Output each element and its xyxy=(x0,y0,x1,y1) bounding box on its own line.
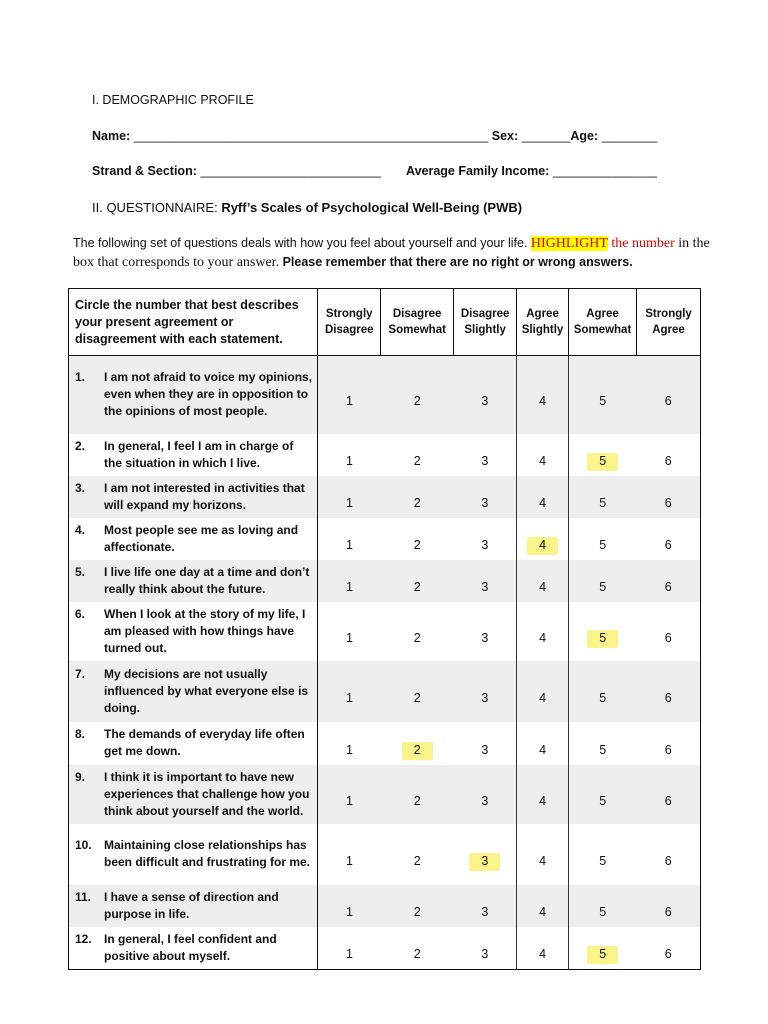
option-cell[interactable] xyxy=(517,661,569,722)
selected-answer-highlight[interactable] xyxy=(481,854,488,868)
instructions-part2: in the box that corresponds to your answer. xyxy=(73,236,710,270)
option-cell[interactable] xyxy=(381,765,454,824)
scale-number: 2 xyxy=(413,690,421,705)
scale-number: 6 xyxy=(664,905,672,919)
scale-number: 1 xyxy=(346,947,353,962)
scale-number: 2 xyxy=(413,454,421,468)
item-statement: Most people see me as loving and affectionate. xyxy=(104,522,299,554)
option-cell[interactable] xyxy=(318,434,381,476)
scale-number: 1 xyxy=(346,454,353,468)
questionnaire-prefix: II. QUESTIONNAIRE: xyxy=(92,200,218,215)
scale-number: 4 xyxy=(539,538,547,552)
scale-option[interactable] xyxy=(599,794,606,808)
scale-option[interactable] xyxy=(414,947,421,961)
table-row xyxy=(69,765,701,824)
scale-option[interactable] xyxy=(481,454,488,468)
scale-number: 3 xyxy=(481,580,489,594)
instructions-part1: The following set of questions deals with how you feel about yourself and your life. xyxy=(73,236,528,250)
scale-option[interactable] xyxy=(346,394,353,408)
option-cell[interactable] xyxy=(637,765,701,824)
scale-number: 2 xyxy=(413,496,421,510)
statement-cell xyxy=(69,885,318,927)
scale-number: 3 xyxy=(481,690,489,705)
scale-option[interactable] xyxy=(539,394,546,408)
demographic-heading: I. DEMOGRAPHIC PROFILE xyxy=(92,93,254,107)
scale-option[interactable] xyxy=(481,947,488,961)
selected-answer-highlight[interactable] xyxy=(414,743,421,757)
scale-number: 6 xyxy=(664,580,672,594)
scale-option[interactable] xyxy=(346,947,353,961)
scale-option[interactable] xyxy=(539,794,546,808)
scale-number: 4 xyxy=(539,630,547,645)
scale-option[interactable] xyxy=(346,496,353,510)
option-cell[interactable] xyxy=(569,765,637,824)
scale-option[interactable] xyxy=(346,631,353,645)
item-number: 10. xyxy=(75,838,92,852)
option-cell[interactable] xyxy=(318,885,381,927)
item-statement: I am not afraid to voice my opinions, even when they are in opposition to the opinions of most people. xyxy=(104,370,313,419)
scale-option[interactable] xyxy=(539,743,546,757)
questionnaire-title xyxy=(92,200,522,215)
scale-number: 6 xyxy=(664,690,672,705)
pwb-table xyxy=(68,288,701,970)
option-cell[interactable] xyxy=(569,356,637,434)
option-cell[interactable] xyxy=(381,476,454,518)
scale-number: 4 xyxy=(539,580,547,594)
option-cell[interactable] xyxy=(637,356,701,434)
table-row xyxy=(69,661,701,722)
scale-option[interactable] xyxy=(414,631,421,645)
scale-number: 1 xyxy=(346,742,353,757)
scale-option[interactable] xyxy=(665,580,672,594)
option-cell[interactable] xyxy=(318,356,381,434)
income-label: Average Family Income: xyxy=(406,164,550,178)
option-cell[interactable] xyxy=(381,434,454,476)
scale-number: 1 xyxy=(346,538,353,552)
scale-number: 2 xyxy=(413,394,421,409)
item-number: 11. xyxy=(75,889,92,904)
scale-number: 4 xyxy=(539,905,547,919)
item-statement: The demands of everyday life often get me down. xyxy=(104,727,305,758)
statement-header: Circle the number that best describes your present agreement or disagreement with each statement. xyxy=(69,289,318,356)
scale-number: 5 xyxy=(599,742,607,757)
scale-number: 6 xyxy=(664,947,672,962)
instructions-red-text: the number xyxy=(611,236,675,251)
scale-option[interactable] xyxy=(414,394,421,408)
selected-answer-highlight[interactable] xyxy=(665,794,672,808)
item-number: 9. xyxy=(75,769,86,784)
option-cell[interactable] xyxy=(454,434,517,476)
scale-number: 4 xyxy=(539,496,547,510)
option-cell[interactable] xyxy=(381,927,454,970)
scale-number: 4 xyxy=(539,947,547,962)
option-cell[interactable] xyxy=(569,476,637,518)
item-statement: I have a sense of direction and purpose in life. xyxy=(104,889,279,921)
scale-option[interactable] xyxy=(665,743,672,757)
option-cell[interactable] xyxy=(381,518,454,560)
option-cell[interactable] xyxy=(381,722,454,765)
option-cell[interactable] xyxy=(637,824,701,885)
scale-option[interactable] xyxy=(539,631,546,645)
scale-option[interactable] xyxy=(414,538,421,552)
option-cell[interactable] xyxy=(569,722,637,765)
option-cell[interactable] xyxy=(454,885,517,927)
option-cell[interactable] xyxy=(637,476,701,518)
option-header: Strongly Agree xyxy=(637,289,701,356)
instructions xyxy=(73,234,713,272)
option-header: Strongly Disagree xyxy=(318,289,381,356)
option-cell[interactable] xyxy=(517,476,569,518)
scale-option[interactable] xyxy=(414,794,421,808)
option-cell[interactable] xyxy=(517,885,569,927)
item-number: 7. xyxy=(75,666,86,681)
scale-option[interactable] xyxy=(481,905,488,919)
strand-label: Strand & Section: xyxy=(92,164,197,178)
table-row xyxy=(69,824,701,885)
item-statement: When I look at the story of my life, I am pleased with how things have turned out. xyxy=(104,606,306,655)
scale-option[interactable] xyxy=(539,454,546,468)
option-cell[interactable] xyxy=(569,518,637,560)
scale-option[interactable] xyxy=(539,905,546,919)
scale-number: 5 xyxy=(599,394,607,409)
option-cell[interactable] xyxy=(517,765,569,824)
table-row xyxy=(69,476,701,518)
option-cell[interactable] xyxy=(454,560,517,602)
option-cell[interactable] xyxy=(637,661,701,722)
item-number: 4. xyxy=(75,522,86,537)
scale-number: 5 xyxy=(599,630,607,645)
scale-option[interactable] xyxy=(599,538,606,552)
option-cell[interactable] xyxy=(517,927,569,970)
scale-option[interactable] xyxy=(599,854,606,868)
scale-option[interactable] xyxy=(539,496,546,510)
scale-number: 6 xyxy=(664,454,672,468)
scale-number: 6 xyxy=(664,793,672,808)
scale-option[interactable] xyxy=(346,905,353,919)
scale-number: 6 xyxy=(664,394,672,409)
option-cell[interactable] xyxy=(517,434,569,476)
scale-number: 3 xyxy=(481,538,489,552)
statement-cell xyxy=(69,765,318,824)
scale-option[interactable] xyxy=(665,854,672,868)
option-cell[interactable] xyxy=(569,434,637,476)
scale-number: 5 xyxy=(599,947,607,962)
scale-number: 6 xyxy=(664,853,672,868)
item-number: 12. xyxy=(75,931,92,946)
scale-option[interactable] xyxy=(346,794,353,808)
scale-number: 2 xyxy=(413,742,421,757)
option-cell[interactable] xyxy=(454,518,517,560)
scale-number: 2 xyxy=(413,630,421,645)
scale-option[interactable] xyxy=(539,691,546,705)
name-label: Name: xyxy=(92,129,131,143)
scale-option[interactable] xyxy=(481,394,488,408)
item-number: 6. xyxy=(75,606,86,621)
strand-line xyxy=(92,164,381,178)
item-statement: I live life one day at a time and don’t really think about the future. xyxy=(104,564,310,596)
option-cell[interactable] xyxy=(381,560,454,602)
item-number: 2. xyxy=(75,438,86,453)
scale-number: 2 xyxy=(413,905,421,919)
selected-answer-highlight[interactable] xyxy=(539,538,546,552)
option-cell[interactable] xyxy=(637,434,701,476)
table-body xyxy=(69,356,701,970)
statement-cell xyxy=(69,824,318,885)
scale-option[interactable] xyxy=(346,691,353,705)
option-cell[interactable] xyxy=(454,765,517,824)
scale-number: 1 xyxy=(346,690,353,705)
option-cell[interactable] xyxy=(318,476,381,518)
selected-answer-highlight[interactable] xyxy=(665,394,672,408)
scale-option[interactable] xyxy=(481,631,488,645)
scale-number: 6 xyxy=(664,742,672,757)
scale-number: 1 xyxy=(346,905,353,919)
option-cell[interactable] xyxy=(454,602,517,661)
scale-number: 1 xyxy=(346,394,353,409)
option-cell[interactable] xyxy=(517,602,569,661)
item-number: 8. xyxy=(75,727,86,741)
item-statement: Maintaining close relationships has been difficult and frustrating for me. xyxy=(104,838,311,869)
selected-answer-highlight[interactable] xyxy=(414,496,421,510)
scale-number: 5 xyxy=(599,454,607,468)
option-cell[interactable] xyxy=(637,722,701,765)
scale-option[interactable] xyxy=(665,454,672,468)
statement-cell xyxy=(69,518,318,560)
item-statement: My decisions are not usually influenced by what everyone else is doing. xyxy=(104,666,309,715)
scale-number: 5 xyxy=(599,580,607,594)
scale-option[interactable] xyxy=(481,743,488,757)
scale-number: 2 xyxy=(413,853,421,868)
item-number: 1. xyxy=(75,370,86,385)
scale-number: 3 xyxy=(481,793,489,808)
scale-number: 6 xyxy=(664,630,672,645)
option-cell[interactable] xyxy=(517,722,569,765)
sex-label: Sex: xyxy=(491,129,519,143)
statement-cell xyxy=(69,722,318,765)
option-cell[interactable] xyxy=(517,824,569,885)
strand-field[interactable]: __________________________ xyxy=(200,164,382,178)
table-row xyxy=(69,518,701,560)
scale-number: 4 xyxy=(539,690,547,705)
selected-answer-highlight[interactable] xyxy=(599,631,606,645)
scale-option[interactable] xyxy=(665,905,672,919)
table-row xyxy=(69,560,701,602)
table-header-row xyxy=(69,289,701,356)
statement-cell xyxy=(69,356,318,434)
scale-number: 5 xyxy=(599,496,607,510)
scale-number: 1 xyxy=(346,580,353,594)
scale-option[interactable] xyxy=(346,454,353,468)
scale-number: 1 xyxy=(346,630,353,645)
scale-option[interactable] xyxy=(599,743,606,757)
selected-answer-highlight[interactable] xyxy=(599,454,606,468)
scale-option[interactable] xyxy=(599,394,606,408)
item-number: 3. xyxy=(75,480,86,495)
scale-number: 5 xyxy=(599,853,607,868)
scale-number: 5 xyxy=(599,690,607,705)
name-line xyxy=(92,129,657,143)
option-cell[interactable] xyxy=(637,560,701,602)
option-cell[interactable] xyxy=(318,661,381,722)
scale-number: 2 xyxy=(413,580,421,594)
scale-option[interactable] xyxy=(346,538,353,552)
statement-cell xyxy=(69,476,318,518)
option-cell[interactable] xyxy=(318,765,381,824)
scale-number: 3 xyxy=(481,630,489,645)
option-cell[interactable] xyxy=(569,560,637,602)
option-cell[interactable] xyxy=(381,602,454,661)
option-cell[interactable] xyxy=(318,518,381,560)
table-row xyxy=(69,602,701,661)
income-field[interactable]: _______________ xyxy=(552,164,658,178)
scale-option[interactable] xyxy=(346,580,353,594)
scale-option[interactable] xyxy=(599,496,606,510)
selected-answer-highlight[interactable] xyxy=(599,947,606,961)
scale-number: 4 xyxy=(539,742,547,757)
scale-option[interactable] xyxy=(481,496,488,510)
scale-option[interactable] xyxy=(539,854,546,868)
scale-number: 3 xyxy=(481,742,489,757)
option-cell[interactable] xyxy=(637,518,701,560)
scale-number: 4 xyxy=(539,454,547,468)
scale-number: 3 xyxy=(481,394,489,409)
option-header: Disagree Somewhat xyxy=(381,289,454,356)
scale-option[interactable] xyxy=(481,794,488,808)
income-line xyxy=(406,164,657,178)
option-cell[interactable] xyxy=(517,356,569,434)
option-cell[interactable] xyxy=(569,885,637,927)
option-cell[interactable] xyxy=(381,824,454,885)
highlight-word: HIGHLIGHT xyxy=(530,236,608,251)
option-cell[interactable] xyxy=(318,927,381,970)
option-header: Agree Slightly xyxy=(517,289,569,356)
option-cell[interactable] xyxy=(454,824,517,885)
statement-cell xyxy=(69,434,318,476)
age-label: Age: xyxy=(570,129,599,143)
scale-option[interactable] xyxy=(481,691,488,705)
option-cell[interactable] xyxy=(454,476,517,518)
scale-option[interactable] xyxy=(414,454,421,468)
option-cell[interactable] xyxy=(517,518,569,560)
scale-option[interactable] xyxy=(539,947,546,961)
option-cell[interactable] xyxy=(318,722,381,765)
scale-option[interactable] xyxy=(665,947,672,961)
statement-cell xyxy=(69,602,318,661)
statement-cell xyxy=(69,927,318,970)
scale-number: 3 xyxy=(481,905,489,919)
option-cell[interactable] xyxy=(569,927,637,970)
scale-number: 4 xyxy=(539,793,547,808)
item-statement: I am not interested in activities that will expand my horizons. xyxy=(104,480,305,512)
item-number: 5. xyxy=(75,564,86,579)
scale-option[interactable] xyxy=(665,496,672,510)
scale-number: 5 xyxy=(599,793,607,808)
scale-number: 1 xyxy=(346,793,353,808)
statement-cell xyxy=(69,560,318,602)
scale-option[interactable] xyxy=(414,905,421,919)
table-row xyxy=(69,434,701,476)
scale-option[interactable] xyxy=(481,538,488,552)
option-cell[interactable] xyxy=(454,927,517,970)
item-statement: I think it is important to have new experiences that challenge how you think about yourself and the world. xyxy=(104,769,310,818)
instructions-note: Please remember that there are no right or wrong answers. xyxy=(282,255,633,269)
table-row xyxy=(69,722,701,765)
scale-number: 6 xyxy=(664,538,672,552)
name-field[interactable]: ___________________________________________________ xyxy=(133,129,489,143)
option-cell[interactable] xyxy=(454,661,517,722)
scale-option[interactable] xyxy=(665,538,672,552)
statement-cell xyxy=(69,661,318,722)
option-cell[interactable] xyxy=(454,356,517,434)
option-cell[interactable] xyxy=(637,602,701,661)
scale-number: 1 xyxy=(346,496,353,510)
scale-number: 4 xyxy=(539,394,547,409)
sex-field[interactable]: _______ xyxy=(521,129,571,143)
scale-number: 5 xyxy=(599,538,607,552)
option-cell[interactable] xyxy=(318,602,381,661)
option-cell[interactable] xyxy=(381,661,454,722)
option-cell[interactable] xyxy=(318,824,381,885)
selected-answer-highlight[interactable] xyxy=(414,691,421,705)
scale-number: 2 xyxy=(413,793,421,808)
scale-option[interactable] xyxy=(539,580,546,594)
scale-number: 3 xyxy=(481,947,489,962)
option-cell[interactable] xyxy=(381,356,454,434)
scale-option[interactable] xyxy=(414,854,421,868)
scale-number: 2 xyxy=(413,538,421,552)
scale-option[interactable] xyxy=(481,580,488,594)
table-row xyxy=(69,927,701,970)
scale-number: 3 xyxy=(481,853,489,868)
selected-answer-highlight[interactable] xyxy=(599,905,606,919)
item-statement: In general, I feel I am in charge of the situation in which I live. xyxy=(104,438,294,470)
option-cell[interactable] xyxy=(381,885,454,927)
scale-number: 1 xyxy=(346,853,353,868)
scale-option[interactable] xyxy=(346,854,353,868)
option-cell[interactable] xyxy=(637,885,701,927)
option-cell[interactable] xyxy=(318,560,381,602)
scale-number: 3 xyxy=(481,454,489,468)
scale-option[interactable] xyxy=(599,691,606,705)
option-header: Agree Somewhat xyxy=(569,289,637,356)
selected-answer-highlight[interactable] xyxy=(414,580,421,594)
scale-number: 5 xyxy=(599,905,607,919)
item-statement: In general, I feel confident and positive about myself. xyxy=(104,931,277,963)
option-cell[interactable] xyxy=(517,560,569,602)
scale-number: 4 xyxy=(539,853,547,868)
scale-option[interactable] xyxy=(599,580,606,594)
scale-option[interactable] xyxy=(665,691,672,705)
scale-number: 3 xyxy=(481,496,489,510)
scale-number: 2 xyxy=(413,947,421,962)
option-cell[interactable] xyxy=(569,824,637,885)
option-cell[interactable] xyxy=(569,602,637,661)
table-row xyxy=(69,356,701,434)
option-cell[interactable] xyxy=(454,722,517,765)
questionnaire-name: Ryff’s Scales of Psychological Well-Being (PWB) xyxy=(221,200,523,215)
scale-option[interactable] xyxy=(665,631,672,645)
scale-number: 6 xyxy=(664,496,672,510)
table-row xyxy=(69,885,701,927)
option-cell[interactable] xyxy=(569,661,637,722)
age-field[interactable]: ________ xyxy=(601,129,658,143)
option-header: Disagree Slightly xyxy=(454,289,517,356)
option-cell[interactable] xyxy=(637,927,701,970)
scale-option[interactable] xyxy=(346,743,353,757)
